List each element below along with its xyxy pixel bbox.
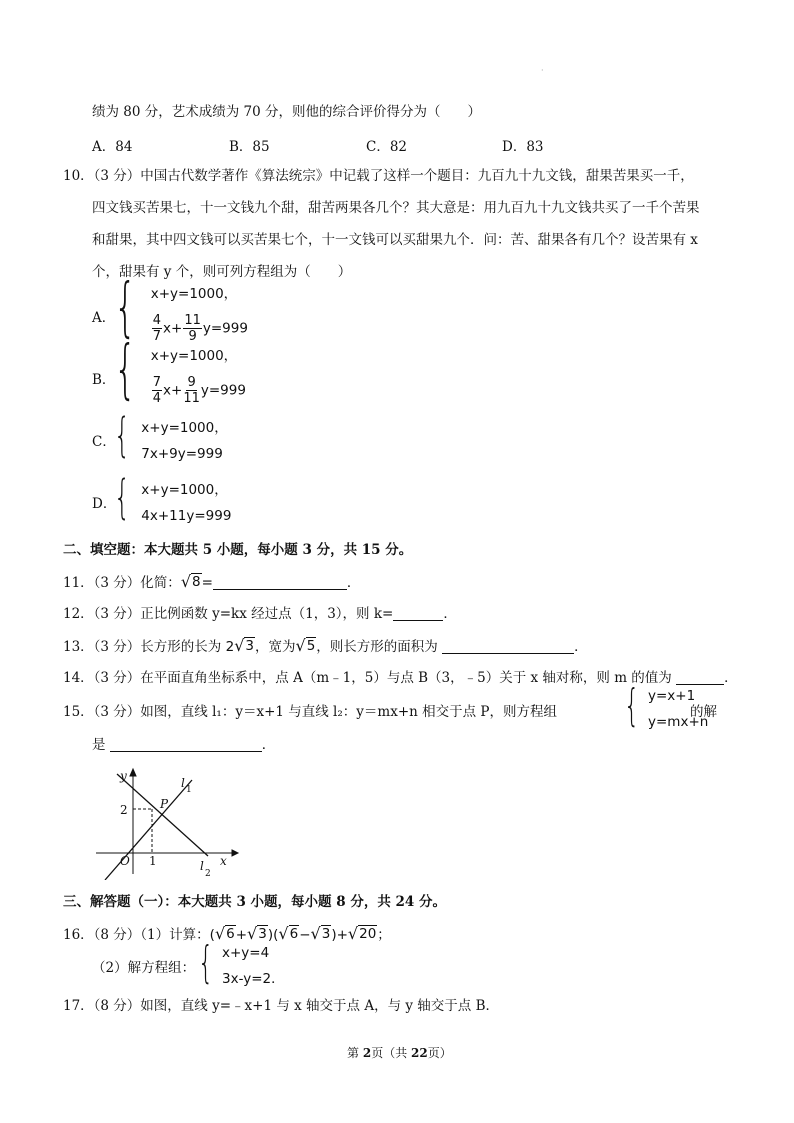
top-mark: · [541,66,544,75]
x-axis-arrow [232,850,238,856]
brace-icon: { [114,271,137,345]
label-l2-sub: 2 [205,869,211,879]
brace-icon: { [198,937,214,988]
q9-option-c: C．82 [366,139,408,155]
brace-icon: { [624,680,640,731]
q15-graph [90,764,240,880]
answer-blank[interactable] [393,606,443,621]
q10-d-eq2: 4x+11y=999 [141,508,232,524]
sqrt-3: √ 3 [247,924,267,943]
q15-tail: 的解 [690,704,717,720]
sqrt-20: √ 20 [347,924,377,943]
answer-blank[interactable] [213,575,347,590]
label-l2: l [200,859,204,873]
sqrt-6: √ 6 [214,924,235,943]
q9-option-d: D．83 [502,139,544,155]
q16-eq1: x+y=4 [222,945,270,961]
section-3-heading: 三、解答题（一）：本大题共 3 小题，每小题 8 分，共 24 分。 [63,894,447,910]
q10-line3: 和甜果，其中四文钱可以买苦果七个，十一文钱可以买甜果九个．问：苦、甜果各有几个？设苦果有 x [92,232,698,248]
sqrt-8: √ 8 [180,572,201,591]
tick-x-1: 1 [149,854,157,868]
q16-system [198,937,285,988]
answer-blank[interactable] [110,737,262,752]
q10-b-eq1: x+y=1000， [150,348,238,364]
brace-icon: { [114,408,131,462]
q10-d-eq1: x+y=1000， [141,482,228,498]
q13: 13．（3 分）长方形的长为 2 √ 3 ，宽为 √ 5 ，则长方形的面积为 ． [63,636,588,655]
q10-option-a-label: A． [92,310,116,326]
q15-line1: 15．（3 分）如图，直线 l₁：y＝x+1 与直线 l₂：y＝mx+n 相交于点 P，则方程组 [63,704,557,720]
brace-icon: { [114,333,137,407]
q17: 17．（8 分）如图，直线 y=﹣x+1 与 x 轴交于点 A，与 y 轴交于点 B． [63,998,500,1014]
line-l2 [117,774,208,856]
q15-eq2: y=mx+n [648,714,709,730]
q10-line4: 个，甜果有 y 个，则可列方程组为（ ） [92,264,352,280]
q10-c-eq2: 7x+9y=999 [141,446,223,462]
label-origin: O [120,854,130,868]
q15-eq1: y=x+1 [648,688,696,704]
q15-line2: 是 ． [92,737,276,753]
q16-part1: 16．（8 分）（1）计算：( √ 6 + √ 3 )( √ 6 − √ 3 )+ √ 20 ； [63,924,391,943]
label-l1-sub: 1 [186,785,192,795]
label-l1: l [181,776,185,790]
q10-a-eq2: $\frac{4}{7}$ x+ $\frac{11}{9}$ y=999 [152,313,248,344]
fraction: $\frac{4}{7}$ [152,313,161,344]
answer-blank[interactable] [442,639,574,654]
q9-continuation: 绩为 80 分，艺术成绩为 70 分，则他的综合评价得分为（ ） [92,104,482,120]
q10-b-eq2: $\frac{7}{4}$ x+ $\frac{9}{11}$ y=999 [152,375,246,406]
section-2-heading: 二、填空题：本大题共 5 小题，每小题 3 分，共 15 分。 [63,542,413,558]
y-axis-arrow [130,769,136,776]
label-p: P [160,797,169,811]
label-y: y [120,769,127,783]
fraction: $\frac{7}{4}$ [152,375,161,406]
label-x: x [220,854,227,868]
sqrt-5: √ 5 [295,636,316,655]
answer-blank[interactable] [676,670,724,685]
q10-option-c-label: C． [92,434,116,450]
q16-eq2: 3x-y=2． [222,971,285,987]
q10-a-eq1: x+y=1000， [150,286,238,302]
q11: 11．（3 分）化简： √ 8 = ． [63,572,361,591]
q10-option-d-label: D． [92,496,117,512]
q10-line1: 10．（3 分）中国古代数学著作《算法统宗》中记载了这样一个题目：九百九十九文钱，甜果苦果买一千， [63,168,694,184]
q10-option-b-system [114,333,246,407]
brace-icon: { [114,470,131,524]
sqrt-6: √ 6 [278,924,299,943]
q14: 14．（3 分）在平面直角坐标系中，点 A（m﹣1，5）与点 B（3，﹣5）关于 x 轴对称，则 m 的值为 ． [63,670,738,686]
tick-y-2: 2 [120,803,128,817]
q9-option-b: B．85 [229,139,270,155]
fraction: $\frac{11}{9}$ [184,313,201,344]
q10-option-b-label: B． [92,372,116,388]
q9-option-a: A．84 [92,139,133,155]
q12: 12．（3 分）正比例函数 y=kx 经过点（1，3），则 k= ． [63,606,457,622]
fraction: $\frac{9}{11}$ [183,375,200,406]
page-footer: 第 2页（共 22页） [347,1046,452,1060]
q10-c-eq1: x+y=1000， [141,420,228,436]
q16-part2-label: （2）解方程组： [92,960,196,976]
q10-option-c-system [114,408,228,462]
sqrt-3: √ 3 [310,924,331,943]
q10-line2: 四文钱买苦果七，十一文钱九个甜，甜苦两果各几个？其大意是：用九百九十九文钱共买了一千个苦果 [92,200,700,216]
q10-option-d-system [114,470,232,524]
sqrt-3: √ 3 [234,636,254,655]
